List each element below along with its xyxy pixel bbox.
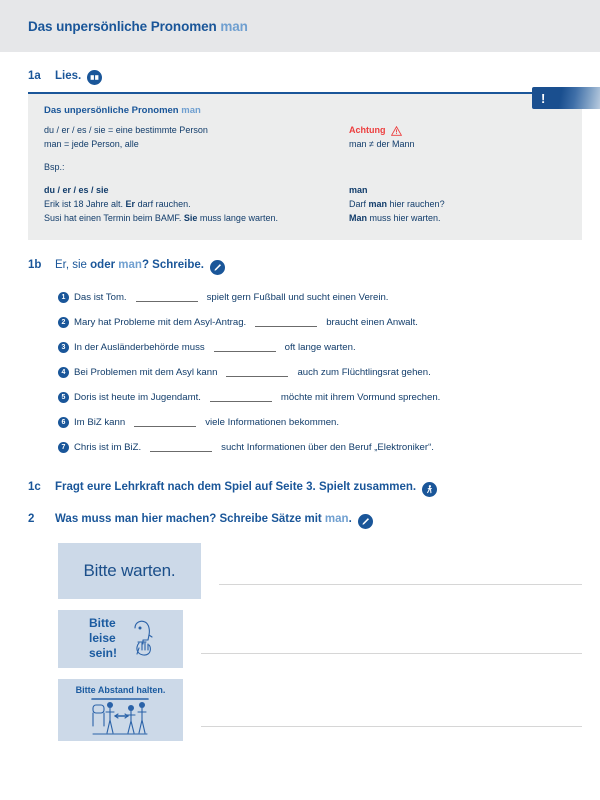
left-example-2 (44, 212, 349, 226)
info-box-right-column (349, 124, 566, 226)
definition-personal: du / er / es / sie = eine bestimmte Person (44, 125, 208, 135)
sentence-after: spielt gern Fußball und sucht einen Verein. (206, 291, 389, 303)
spacer (44, 152, 349, 161)
sentence-after: viele Informationen bekommen. (205, 416, 340, 428)
sentence-before: In der Ausländerbehörde muss (74, 341, 205, 353)
achtung-label: Achtung (349, 125, 386, 135)
bullet-number: 5 (58, 392, 69, 403)
ex1b-label-soft: man (118, 259, 142, 272)
exercise-2-instruction (55, 513, 352, 525)
info-box-title-bold: Das unpersönliche Pronomen (44, 105, 179, 116)
sign-bitte-leise-sein (58, 610, 183, 668)
right-example-1-pre: Darf (349, 198, 369, 209)
definition-man: man = jede Person, alle (44, 138, 139, 149)
info-box-left-column (44, 124, 349, 226)
sentence-after: braucht einen Anwalt. (326, 316, 418, 328)
ex1b-label-part2: ? Schreibe. (141, 259, 204, 272)
right-example-1 (349, 198, 566, 212)
exercise-1a-header (28, 68, 582, 83)
answer-blank[interactable] (136, 293, 198, 302)
sign-bitte-abstand-halten (58, 679, 183, 741)
sentence-before: Mary hat Probleme mit dem Asyl-Antrag. (74, 316, 247, 328)
left-example-1-pronoun: Er (125, 198, 136, 209)
walking-person-icon (422, 482, 437, 497)
exercise-2-signs (28, 543, 582, 741)
spacer (349, 175, 566, 184)
sign-text: Bitte Abstand halten. (75, 684, 166, 695)
info-box-1a (28, 92, 582, 240)
sentence-after: oft lange warten. (284, 341, 356, 353)
sentence-before: Chris ist im BiZ. (74, 441, 142, 453)
bullet-number: 7 (58, 442, 69, 453)
ex2-label-part2: . (348, 513, 352, 526)
exercise-1b-label (55, 258, 225, 273)
answer-blank[interactable] (150, 443, 212, 452)
bullet-number: 4 (58, 367, 69, 378)
right-example-2 (349, 212, 566, 226)
sentence-before: Das ist Tom. (74, 291, 127, 303)
sign-inner (83, 616, 158, 662)
list-item (58, 435, 582, 460)
info-box-title-soft: man (181, 105, 201, 116)
page-title (28, 19, 248, 34)
attention-tab (532, 87, 600, 109)
bullet-number: 2 (58, 317, 69, 328)
sign-text: Bitte warten. (83, 560, 176, 580)
exercise-1c-instruction: Fragt eure Lehrkraft nach dem Spiel auf Seite 3. Spielt zusammen. (55, 481, 417, 494)
info-box-body (28, 90, 582, 240)
spacer (349, 152, 566, 161)
exercise-1a-number: 1a (28, 69, 41, 82)
list-item (58, 335, 582, 360)
sentence-before: Doris ist heute im Jugendamt. (74, 391, 201, 403)
example-label: Bsp.: (44, 161, 65, 172)
exercise-1a-instruction: Lies. (55, 69, 82, 82)
list-item (58, 360, 582, 385)
sign-line-2: leise (88, 630, 116, 645)
answer-blank[interactable] (226, 368, 288, 377)
achtung-note: man ≠ der Mann (349, 138, 415, 149)
answer-blank[interactable] (210, 393, 272, 402)
left-example-1 (44, 198, 349, 212)
answer-blank[interactable] (214, 343, 276, 352)
pencil-icon (210, 260, 225, 275)
list-item (58, 310, 582, 335)
exercise-1b-sentences (28, 285, 582, 460)
shush-person-icon (126, 618, 158, 660)
answer-line[interactable] (201, 726, 582, 727)
answer-blank[interactable] (255, 318, 317, 327)
bullet-number: 1 (58, 292, 69, 303)
left-example-2-pre: Susi hat einen Termin beim BAMF. (44, 212, 184, 223)
ex1b-label-part1: Er, sie (55, 259, 91, 272)
left-example-2-post: muss lange warten. (197, 212, 278, 223)
bullet-number: 3 (58, 342, 69, 353)
book-icon (87, 70, 102, 85)
ex1b-label-bold: oder (90, 259, 119, 272)
exercise-1b-instruction (55, 259, 204, 271)
exercise-2-label (55, 512, 373, 527)
list-item (58, 410, 582, 435)
ex2-label-soft: man (324, 513, 349, 526)
sign-line-3: sein! (88, 646, 117, 661)
sign-row (58, 610, 582, 668)
exercise-2-header (28, 512, 582, 527)
left-example-1-post: darf rauchen. (135, 198, 191, 209)
sentence-after: sucht Informationen über den Beruf „Elektroniker“. (221, 441, 434, 453)
sentence-after: möchte mit ihrem Vormund sprechen. (280, 391, 441, 403)
page-title-soft: man (220, 18, 248, 34)
exercise-1a-label (55, 68, 102, 83)
page-content (0, 68, 600, 741)
exercise-2-number: 2 (28, 513, 35, 526)
sentence-after: auch zum Flüchtlingsrat gehen. (297, 366, 431, 378)
exclamation-mark: ! (541, 90, 546, 106)
sign-bitte-warten (58, 543, 201, 599)
achtung-row (349, 124, 566, 138)
info-box-columns (44, 124, 566, 226)
pencil-icon (358, 514, 373, 529)
right-example-1-pronoun: man (368, 198, 388, 209)
sign-row (58, 679, 582, 741)
left-column-heading: du / er / es / sie (44, 184, 109, 195)
sign-inner (76, 682, 166, 738)
list-item (58, 385, 582, 410)
sign-text (89, 616, 117, 662)
right-column-heading: man (349, 184, 368, 195)
exercise-1c-label (55, 480, 437, 495)
warning-triangle-icon (391, 126, 402, 136)
answer-line[interactable] (201, 653, 582, 654)
spacer (44, 175, 349, 184)
sentence-before: Bei Problemen mit dem Asyl kann (74, 366, 218, 378)
answer-blank[interactable] (134, 418, 196, 427)
right-example-1-post: hier rauchen? (387, 198, 445, 209)
bullet-number: 6 (58, 417, 69, 428)
page-title-bold: Das unpersönliche Pronomen (28, 18, 217, 34)
exercise-1b-header (28, 258, 582, 273)
right-example-2-post: muss hier warten. (367, 212, 441, 223)
page-header (0, 0, 600, 52)
distance-people-icon (88, 696, 152, 738)
exercise-1c-header (28, 480, 582, 495)
exercise-1b-number: 1b (28, 259, 42, 272)
sentence-before: Im BiZ kann (74, 416, 126, 428)
answer-line[interactable] (219, 584, 582, 585)
left-example-2-pronoun: Sie (183, 212, 198, 223)
left-example-1-pre: Erik ist 18 Jahre alt. (44, 198, 126, 209)
right-spacer-line (349, 161, 566, 175)
sign-line-1: Bitte (88, 615, 116, 630)
ex2-label-part1: Was muss man hier machen? Schreibe Sätze mit (55, 513, 325, 526)
list-item (58, 285, 582, 310)
sign-row (58, 543, 582, 599)
info-box-title (44, 105, 566, 116)
exercise-1c-number: 1c (28, 481, 41, 494)
right-example-2-pronoun: Man (349, 212, 367, 223)
